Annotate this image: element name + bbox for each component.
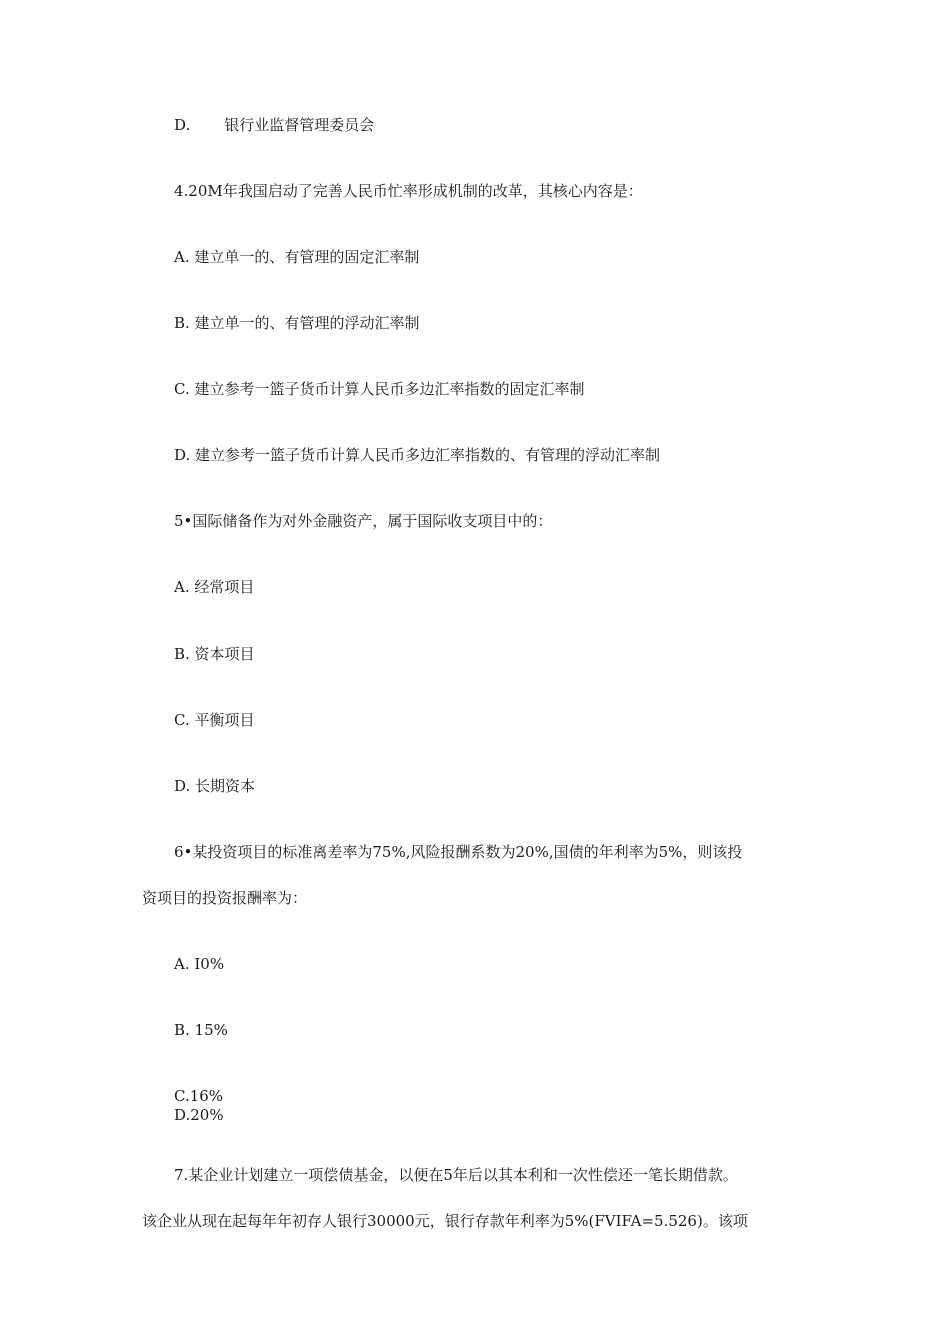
question-6-line-1: 6•某投资项目的标准离差率为75%,风险报酬系数为20%,国债的年利率为5%，则该投: [174, 843, 743, 861]
question-6-option-d: D.20%: [174, 1106, 224, 1124]
option-label: D.: [174, 116, 191, 134]
question-5-option-b: B. 资本项目: [174, 645, 255, 663]
question-6-option-a: A. I0%: [174, 955, 225, 973]
question-5-option-c: C. 平衡项目: [174, 711, 255, 729]
question-7-line-2: 该企业从现在起每年年初存人银行30000元，银行存款年利率为5%(FVIFA=5.526)。该项: [142, 1212, 748, 1230]
option-text: 银行业监督管理委员会: [224, 116, 375, 134]
question-7-line-1: 7.某企业计划建立一项偿债基金，以便在5年后以其本利和一次性偿还一笔长期借款。: [174, 1166, 738, 1184]
question-5-option-a: A. 经常项目: [174, 578, 255, 596]
question-4-option-c: C. 建立参考一篮子货币计算人民币多边汇率指数的固定汇率制: [174, 380, 585, 398]
question-4-option-d: D. 建立参考一篮子货币计算人民币多边汇率指数的、有管理的浮动汇率制: [174, 446, 661, 464]
question-5-option-d: D. 长期资本: [174, 777, 256, 795]
question-4: 4.20M年我国启动了完善人民币忙率形成机制的改革，其核心内容是：: [174, 182, 643, 200]
question-5: 5•国际储备作为对外金融资产，属于国际收支项目中的：: [174, 512, 553, 530]
option-d-prev: [174, 116, 374, 134]
question-4-option-a: A. 建立单一的、有管理的固定汇率制: [174, 248, 420, 266]
question-6-option-c: C.16%: [174, 1087, 224, 1105]
question-4-option-b: B. 建立单一的、有管理的浮动汇率制: [174, 314, 420, 332]
question-6-line-2: 资项目的投资报酬率为：: [142, 889, 308, 907]
question-6-option-b: B. 15%: [174, 1021, 228, 1039]
